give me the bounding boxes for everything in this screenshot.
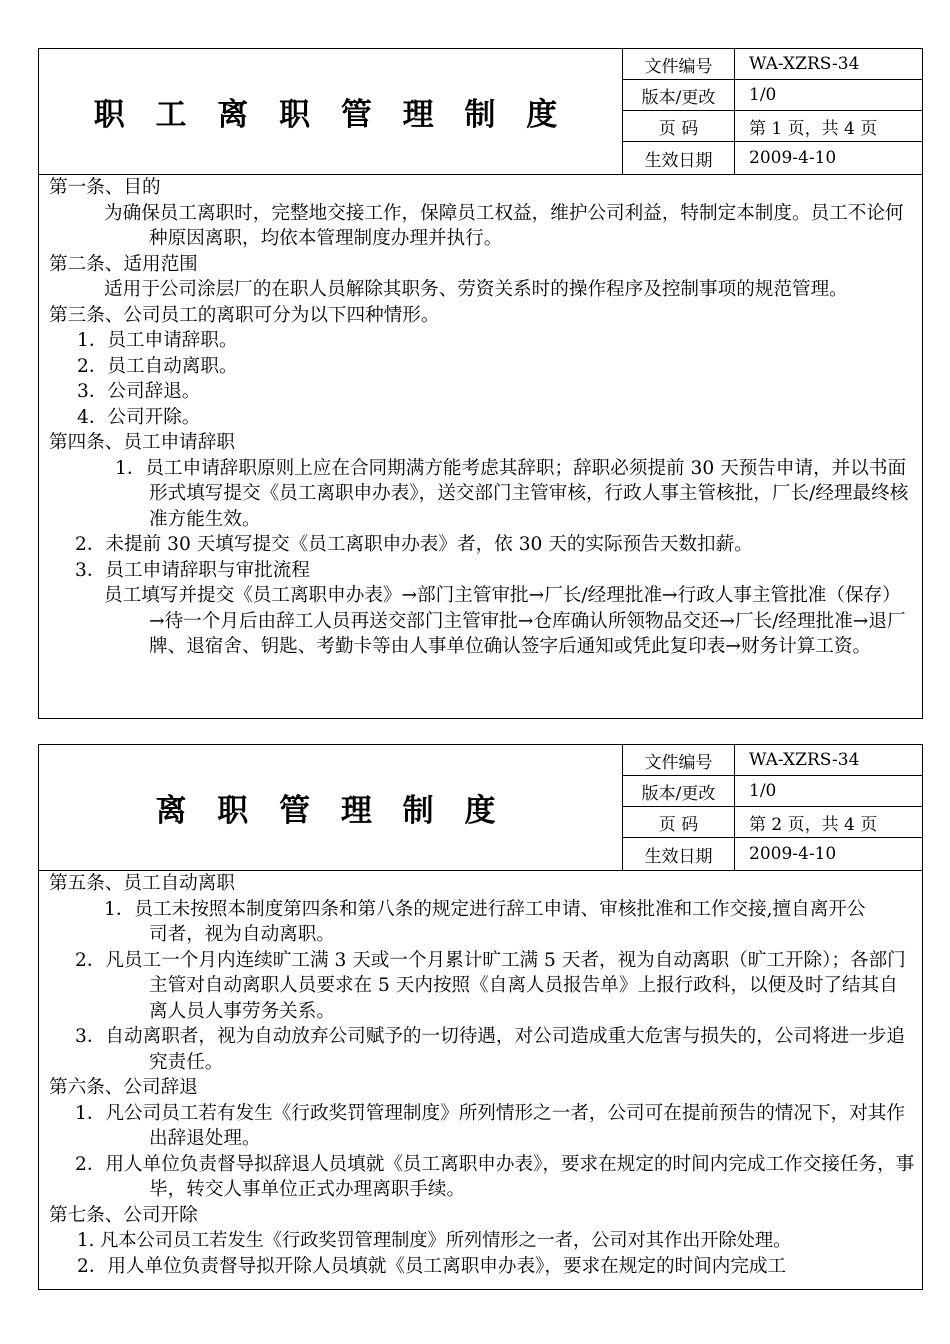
meta-row-page-number <box>623 807 922 838</box>
list-item: 4．公司开除。 <box>77 406 201 428</box>
meta-row-version <box>623 776 922 807</box>
paragraph: 为确保员工离职时，完整地交接工作，保障员工权益，维护公司利益，特制定本制度。员工不论何种原因离职，均依本管理制度办理并执行。 <box>104 202 904 249</box>
section-heading: 第四条、员工申请辞职 <box>49 432 235 453</box>
page-body <box>39 175 922 660</box>
page-header <box>39 745 922 871</box>
meta-value: 第 1 页，共 4 页 <box>749 118 878 139</box>
list-item: 1．员工申请辞职。 <box>77 330 238 351</box>
page-body <box>39 871 922 1279</box>
list-item: 2．未提前 30 天填写提交《员工离职申办表》者，依 30 天的实际预告天数扣薪。 <box>75 534 753 555</box>
section-heading: 第一条、目的 <box>49 177 161 198</box>
meta-table <box>623 745 922 870</box>
meta-row-version <box>623 80 922 111</box>
section-heading: 第五条、员工自动离职 <box>49 873 235 894</box>
list-item: 3．自动离职者，视为自动放弃公司赋予的一切待遇，对公司造成重大危害与损失的，公司将进一步追究责任。 <box>75 1026 905 1073</box>
list-item: 2．用人单位负责督导拟辞退人员填就《员工离职申办表》，要求在规定的时间内完成工作交接任务，事毕，转交人事单位正式办理离职手续。 <box>75 1153 915 1200</box>
paragraph: 适用于公司涂层厂的在职人员解除其职务、劳资关系时的操作程序及控制事项的规范管理。 <box>104 279 848 300</box>
list-item: 3．公司辞退。 <box>77 381 201 402</box>
meta-row-effective-date <box>623 142 922 174</box>
list-item: 1．凡公司员工若有发生《行政奖罚管理制度》所列情形之一者，公司可在提前预告的情况下，对其作出辞退处理。 <box>75 1102 905 1149</box>
meta-key: 页 码 <box>623 807 735 837</box>
meta-row-effective-date <box>623 838 922 870</box>
meta-key: 页 码 <box>623 111 735 141</box>
meta-value: WA-XZRS-34 <box>749 54 860 74</box>
list-item: 2．员工自动离职。 <box>77 355 238 377</box>
meta-key: 生效日期 <box>623 142 735 174</box>
list-item: 2．用人单位负责督导拟开除人员填就《员工离职申办表》，要求在规定的时间内完成工 <box>77 1255 787 1277</box>
meta-table <box>623 49 922 174</box>
meta-value: 2009-4-10 <box>749 844 837 864</box>
page-header <box>39 49 922 175</box>
meta-key: 文件编号 <box>623 49 735 79</box>
list-item: 3．员工申请辞职与审批流程 <box>75 559 310 581</box>
meta-key: 生效日期 <box>623 838 735 870</box>
meta-row-doc-number <box>623 49 922 80</box>
meta-key: 版本/更改 <box>623 776 735 806</box>
section-heading: 第六条、公司辞退 <box>49 1077 198 1098</box>
meta-row-doc-number <box>623 745 922 776</box>
list-item: 2．凡员工一个月内连续旷工满 3 天或一个月累计旷工满 5 天者，视为自动离职（旷工开除）；各部门主管对自动离职人员要求在 5 天内按照《自离人员报告单》上报行政科，以便及时了结其自离人员人事劳务关系。 <box>75 949 906 1022</box>
meta-value: 1/0 <box>749 85 777 105</box>
list-item: 1．员工未按照本制度第四条和第八条的规定进行辞工申请、审核批准和工作交接,擅自离开公 <box>104 898 866 920</box>
list-item-continuation: 司者，视为自动离职。 <box>149 924 335 945</box>
meta-value: 2009-4-10 <box>749 148 837 168</box>
list-item: 1. 凡本公司员工若发生《行政奖罚管理制度》所列情形之一者，公司对其作出开除处理。 <box>77 1230 792 1251</box>
page-title: 职 工 离 职 管 理 制 度 <box>39 49 623 174</box>
meta-key: 文件编号 <box>623 745 735 775</box>
meta-row-page-number <box>623 111 922 142</box>
document-page-2 <box>38 744 923 1290</box>
meta-key: 版本/更改 <box>623 80 735 110</box>
document-page-1 <box>38 48 923 719</box>
section-heading: 第七条、公司开除 <box>49 1204 198 1226</box>
section-heading: 第三条、公司员工的离职可分为以下四种情形。 <box>49 304 440 326</box>
meta-value: WA-XZRS-34 <box>749 750 860 770</box>
meta-value: 第 2 页，共 4 页 <box>749 814 878 835</box>
list-item: 1．员工申请辞职原则上应在合同期满方能考虑其辞职；辞职必须提前 30 天预告申请，并以书面形式填写提交《员工离职申办表》，送交部门主管审核，行政人事主管核批，厂长/经理最终核准方能生效。 <box>115 457 909 530</box>
meta-value: 1/0 <box>749 781 777 801</box>
page-title: 离 职 管 理 制 度 <box>39 745 623 870</box>
paragraph: 员工填写并提交《员工离职申办表》→部门主管审批→厂长/经理批准→行政人事主管批准（保存）→待一个月后由辞工人员再送交部门主管审批→仓库确认所领物品交还→厂长/经理批准→退厂牌、退宿舍、钥匙、考勤卡等由人事单位确认签字后通知或凭此复印表→财务计算工资。 <box>104 585 906 657</box>
section-heading: 第二条、适用范围 <box>49 253 198 275</box>
